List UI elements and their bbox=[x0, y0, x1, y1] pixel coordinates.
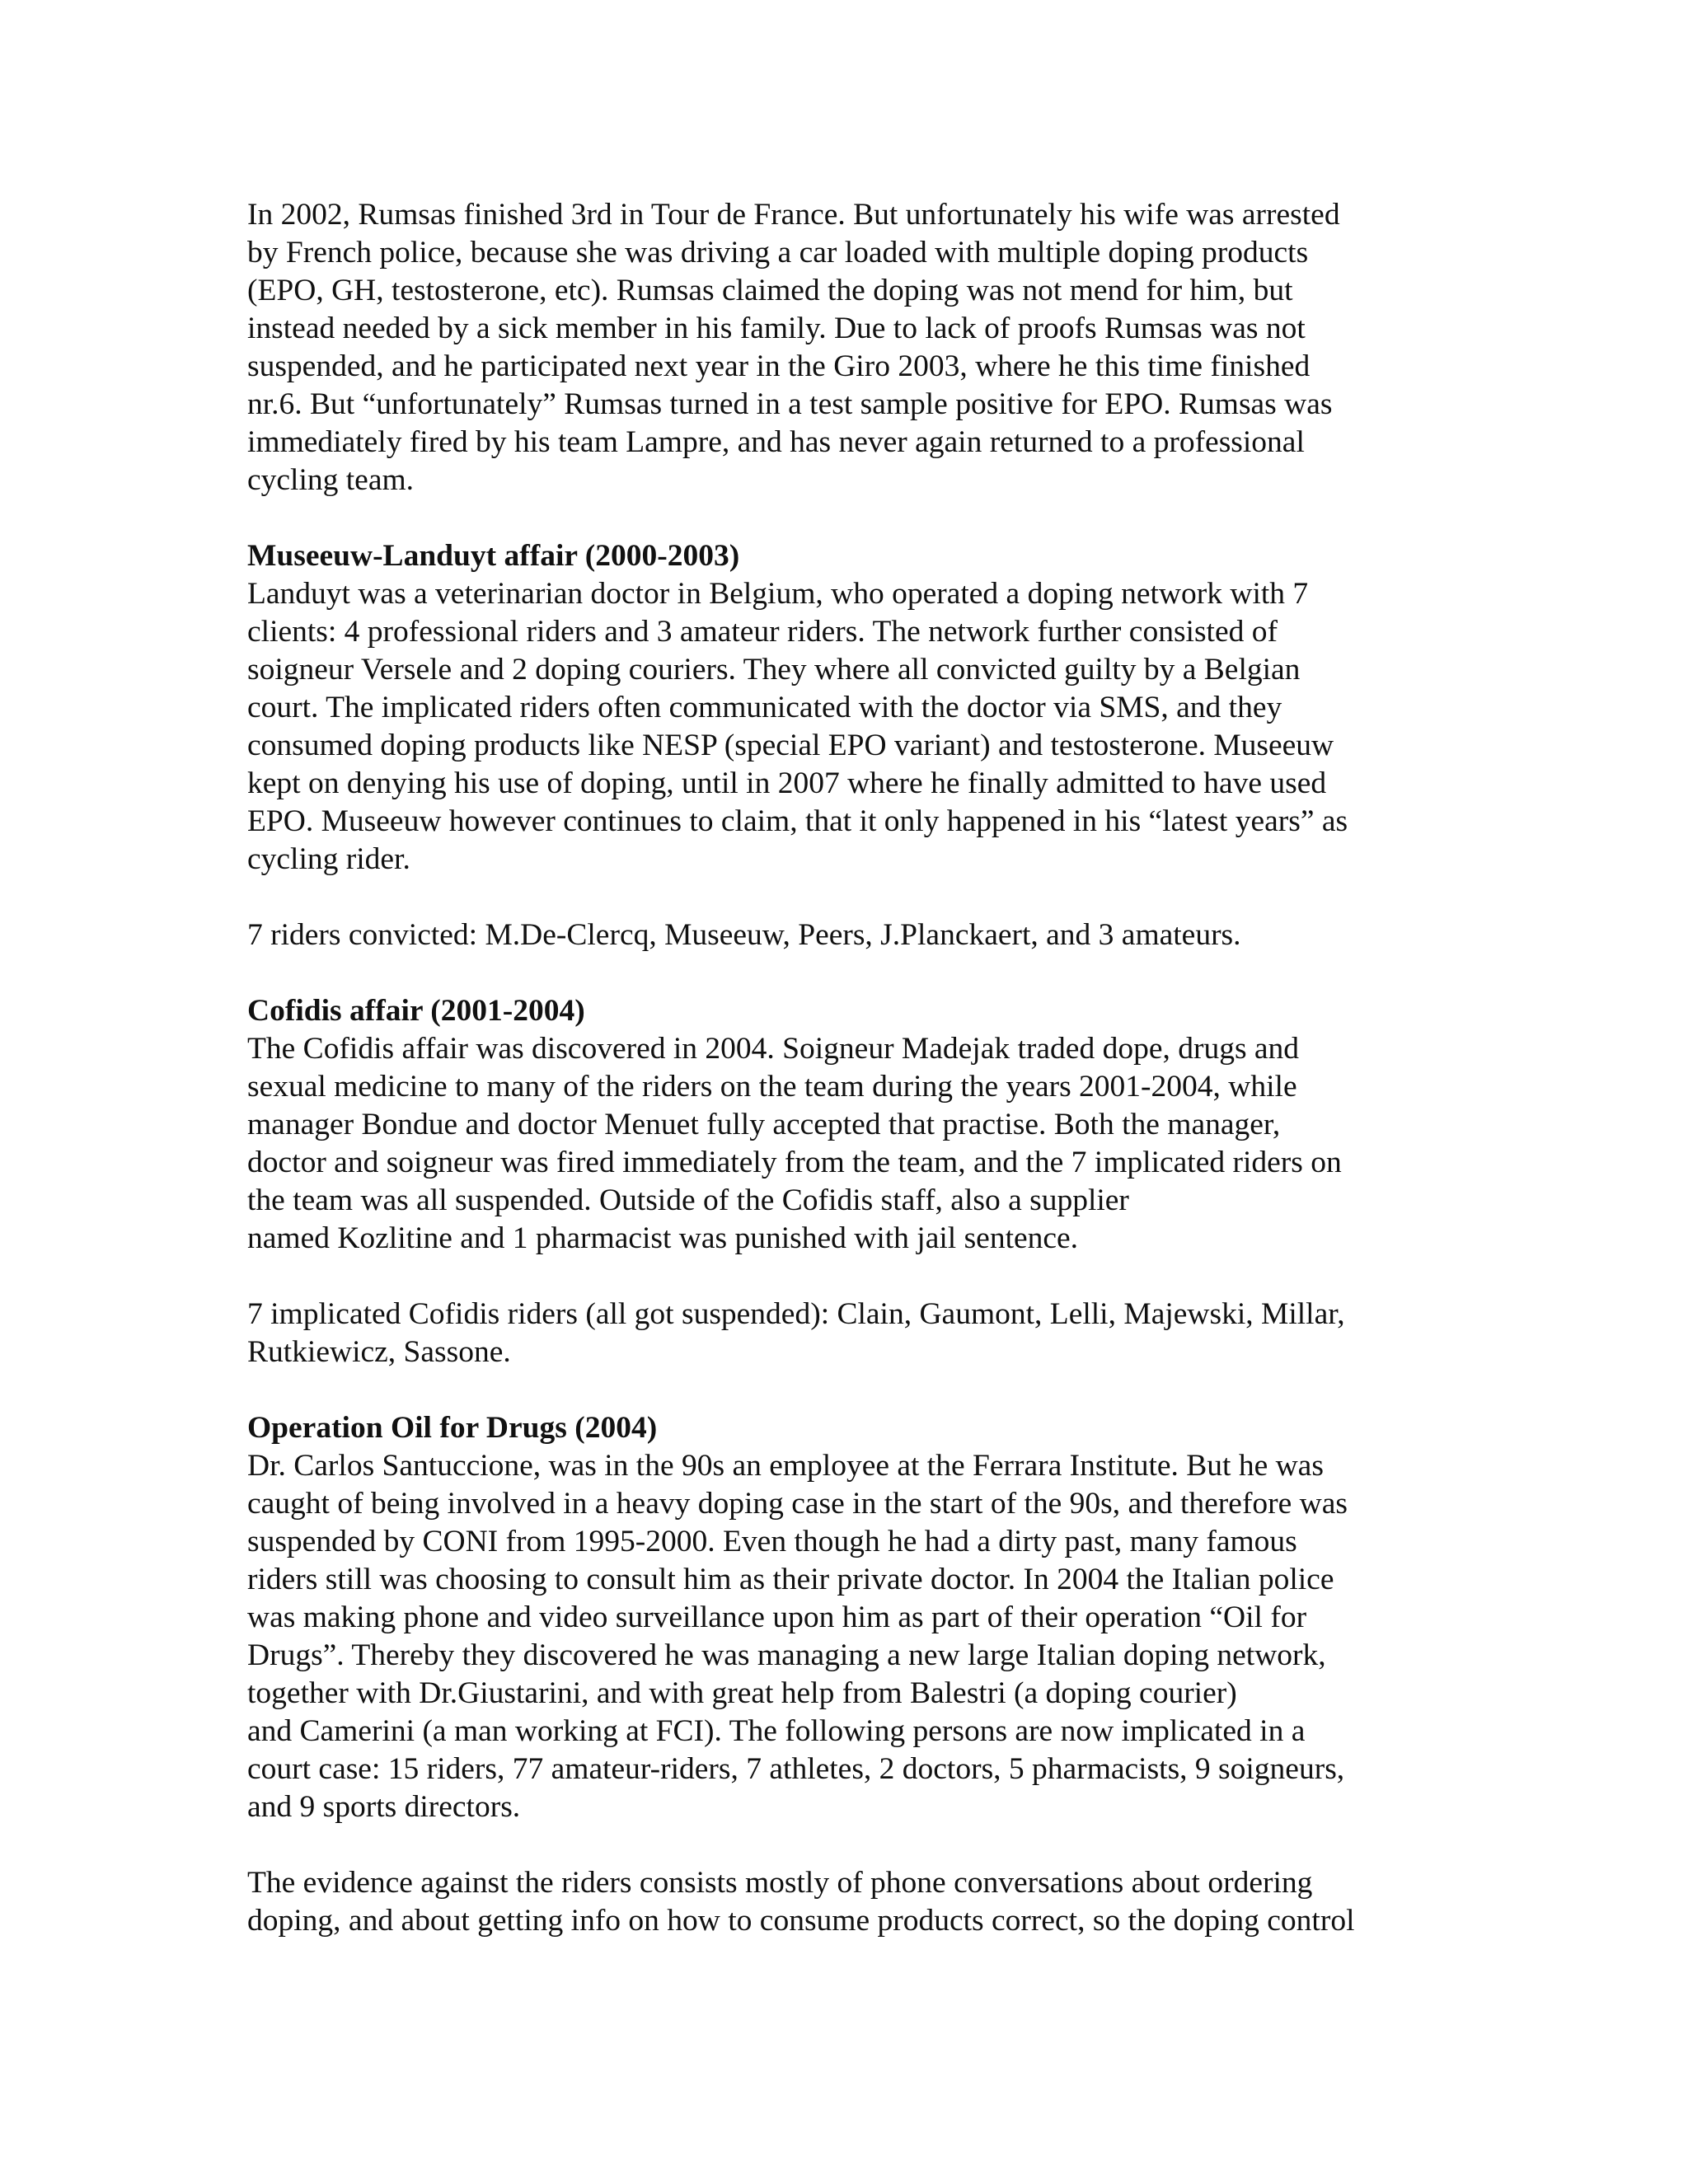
text-line: riders still was choosing to consult him as their private doctor. In 2004 the Italian police bbox=[247, 1563, 1334, 1596]
text-line: court. The implicated riders often communicated with the doctor via SMS, and they bbox=[247, 691, 1282, 724]
section-oil-for-drugs bbox=[247, 1409, 1451, 1826]
text-line: kept on denying his use of doping, until in 2007 where he finally admitted to have used bbox=[247, 766, 1327, 800]
section-body bbox=[247, 1030, 1451, 1258]
section-body bbox=[247, 1447, 1451, 1826]
section-note bbox=[247, 916, 1451, 954]
text-line: sexual medicine to many of the riders on the team during the years 2001-2004, while bbox=[247, 1070, 1297, 1104]
text-line: immediately fired by his team Lampre, and has never again returned to a professional bbox=[247, 425, 1305, 459]
text-line: and 9 sports directors. bbox=[247, 1790, 521, 1824]
text-line: (EPO, GH, testosterone, etc). Rumsas claimed the doping was not mend for him, but bbox=[247, 274, 1293, 307]
section-heading: Museeuw-Landuyt affair (2000-2003) bbox=[247, 539, 740, 573]
text-line: clients: 4 professional riders and 3 amateur riders. The network further consisted of bbox=[247, 615, 1278, 649]
text-line: The evidence against the riders consists mostly of phone conversations about ordering bbox=[247, 1866, 1313, 1900]
text-line: manager Bondue and doctor Menuet fully accepted that practise. Both the manager, bbox=[247, 1108, 1281, 1141]
text-line: together with Dr.Giustarini, and with great help from Balestri (a doping courier) bbox=[247, 1676, 1237, 1710]
text-line: by French police, because she was driving a car loaded with multiple doping products bbox=[247, 236, 1309, 269]
section-note bbox=[247, 1296, 1451, 1371]
text-line: Drugs”. Thereby they discovered he was managing a new large Italian doping network, bbox=[247, 1638, 1326, 1672]
text-line: the team was all suspended. Outside of the Cofidis staff, also a supplier bbox=[247, 1183, 1129, 1217]
text-line: cycling rider. bbox=[247, 842, 410, 876]
text-line: doctor and soigneur was fired immediately from the team, and the 7 implicated riders on bbox=[247, 1146, 1342, 1179]
intro-paragraph bbox=[247, 196, 1451, 499]
text-line: instead needed by a sick member in his family. Due to lack of proofs Rumsas was not bbox=[247, 312, 1306, 345]
text-line: The Cofidis affair was discovered in 2004. Soigneur Madejak traded dope, drugs and bbox=[247, 1032, 1300, 1066]
section-cofidis bbox=[247, 992, 1451, 1258]
text-line: Dr. Carlos Santuccione, was in the 90s an employee at the Ferrara Institute. But he was bbox=[247, 1449, 1324, 1483]
document-page bbox=[247, 196, 1451, 1978]
text-line: court case: 15 riders, 77 amateur-riders, 7 athletes, 2 doctors, 5 pharmacists, 9 soigneurs, bbox=[247, 1752, 1345, 1786]
section-body bbox=[247, 575, 1451, 879]
text-line: nr.6. But “unfortunately” Rumsas turned in a test sample positive for EPO. Rumsas was bbox=[247, 387, 1333, 421]
text-line: suspended, and he participated next year in the Giro 2003, where he this time finished bbox=[247, 349, 1311, 383]
text-line: In 2002, Rumsas finished 3rd in Tour de France. But unfortunately his wife was arrested bbox=[247, 198, 1340, 232]
text-line: doping, and about getting info on how to consume products correct, so the doping control bbox=[247, 1904, 1355, 1938]
text-line: Landuyt was a veterinarian doctor in Belgium, who operated a doping network with 7 bbox=[247, 577, 1309, 611]
text-line: Rutkiewicz, Sassone. bbox=[247, 1335, 511, 1369]
text-line: 7 riders convicted: M.De-Clercq, Museeuw, Peers, J.Planckaert, and 3 amateurs. bbox=[247, 918, 1241, 952]
section-note bbox=[247, 1864, 1451, 1940]
text-line: suspended by CONI from 1995-2000. Even though he had a dirty past, many famous bbox=[247, 1525, 1297, 1558]
text-line: soigneur Versele and 2 doping couriers. They where all convicted guilty by a Belgian bbox=[247, 653, 1301, 687]
text-line: EPO. Museeuw however continues to claim, that it only happened in his “latest years” as bbox=[247, 804, 1348, 838]
text-line: cycling team. bbox=[247, 463, 415, 497]
text-line: 7 implicated Cofidis riders (all got suspended): Clain, Gaumont, Lelli, Majewski, Millar, bbox=[247, 1297, 1345, 1331]
text-line: and Camerini (a man working at FCI). The following persons are now implicated in a bbox=[247, 1714, 1306, 1748]
text-line: was making phone and video surveillance upon him as part of their operation “Oil for bbox=[247, 1601, 1307, 1634]
section-heading: Operation Oil for Drugs (2004) bbox=[247, 1411, 658, 1445]
text-line: consumed doping products like NESP (special EPO variant) and testosterone. Museeuw bbox=[247, 729, 1334, 762]
text-line: named Kozlitine and 1 pharmacist was punished with jail sentence. bbox=[247, 1221, 1079, 1255]
section-museeuw-landuyt bbox=[247, 537, 1451, 879]
text-line: caught of being involved in a heavy doping case in the start of the 90s, and therefore was bbox=[247, 1487, 1348, 1521]
section-heading: Cofidis affair (2001-2004) bbox=[247, 994, 585, 1028]
